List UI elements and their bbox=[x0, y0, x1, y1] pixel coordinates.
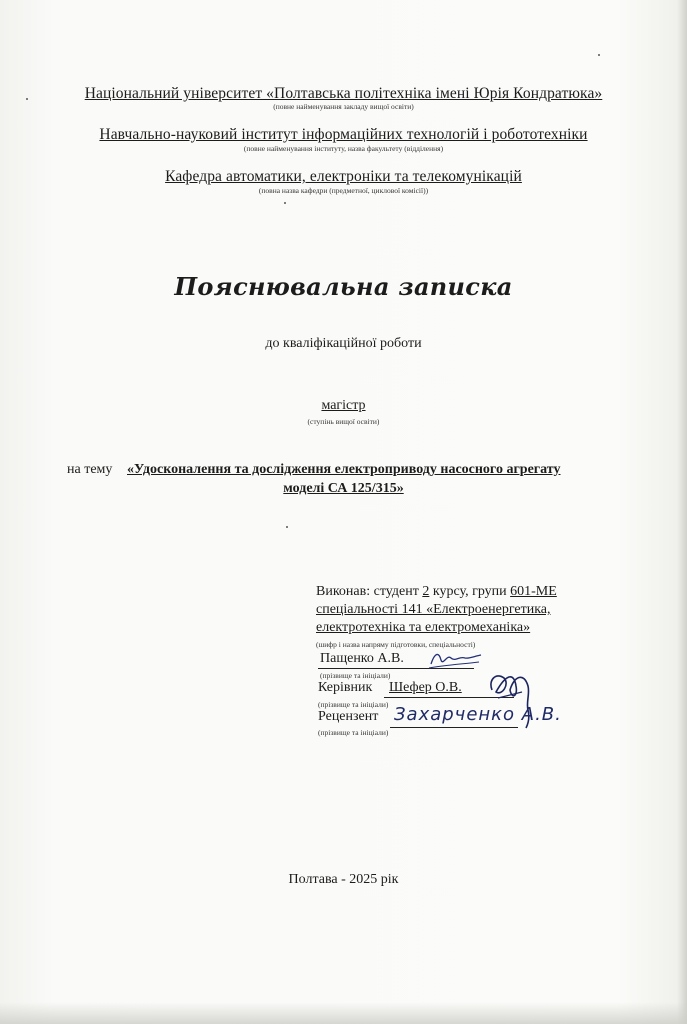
executor-specialty-line-2: спеціальності 141 «Електроенергетика, bbox=[316, 602, 551, 617]
executor-group: 601-МЕ bbox=[510, 584, 557, 599]
degree-note: (ступінь вищої освіти) bbox=[307, 417, 380, 426]
scan-bottom-shadow bbox=[0, 1002, 687, 1024]
reviewer-label: Рецензент bbox=[318, 709, 379, 724]
reviewer-name-note: (прізвище та ініціали) bbox=[318, 728, 389, 737]
scan-speck bbox=[284, 202, 286, 204]
scan-edge-shadow bbox=[677, 0, 687, 1024]
degree: магістр bbox=[321, 398, 366, 413]
specialty-note: (шифр і назва напряму підготовки, спеціальності) bbox=[316, 640, 476, 649]
department-note: (повна назва кафедри (предметної, циклової комісії)) bbox=[258, 186, 429, 195]
scan-speck bbox=[598, 54, 600, 56]
reviewer-signature-line bbox=[390, 727, 518, 728]
scan-speck bbox=[26, 98, 28, 100]
document-title: Пояснювальна записка bbox=[174, 272, 513, 301]
institute-note: (повне найменування інституту, назва факультету (відділення) bbox=[243, 144, 444, 153]
scan-speck bbox=[286, 526, 288, 528]
reviewer-name-handwritten: Захарченко А.В. bbox=[394, 704, 562, 725]
university-note: (повне найменування закладу вищої освіти) bbox=[273, 102, 414, 111]
executor-prefix: Виконав: студент bbox=[316, 584, 419, 599]
executor-name-note: (прізвище та ініціали) bbox=[320, 671, 391, 680]
supervisor-name-note: (прізвище та ініціали) bbox=[318, 700, 389, 709]
department-name: Кафедра автоматики, електроніки та телекомунікацій bbox=[165, 168, 522, 185]
executor-signature bbox=[425, 648, 485, 672]
supervisor-label: Керівник bbox=[318, 680, 373, 695]
document-subtitle: до кваліфікаційної роботи bbox=[265, 336, 422, 351]
city-year: Полтава - 2025 рік bbox=[288, 872, 399, 887]
topic-prefix: на тему bbox=[67, 462, 113, 477]
supervisor-name: Шефер О.В. bbox=[389, 680, 462, 695]
university-name: Національний університет «Полтавська політехніка імені Юрія Кондратюка» bbox=[84, 85, 603, 102]
institute-name: Навчально-науковий інститут інформаційних технологій і робототехніки bbox=[99, 126, 588, 143]
executor-mid: курсу, групи bbox=[432, 584, 507, 599]
topic-line-1: «Удосконалення та дослідження електроприводу насосного агрегату bbox=[127, 462, 561, 477]
topic-line-2: моделі СА 125/315» bbox=[283, 481, 404, 496]
executor-line-1 bbox=[316, 584, 557, 600]
executor-specialty-line-3: електротехніка та електромеханіка» bbox=[316, 620, 531, 635]
executor-name: Пащенко А.В. bbox=[320, 651, 404, 666]
executor-course: 2 bbox=[422, 584, 430, 599]
